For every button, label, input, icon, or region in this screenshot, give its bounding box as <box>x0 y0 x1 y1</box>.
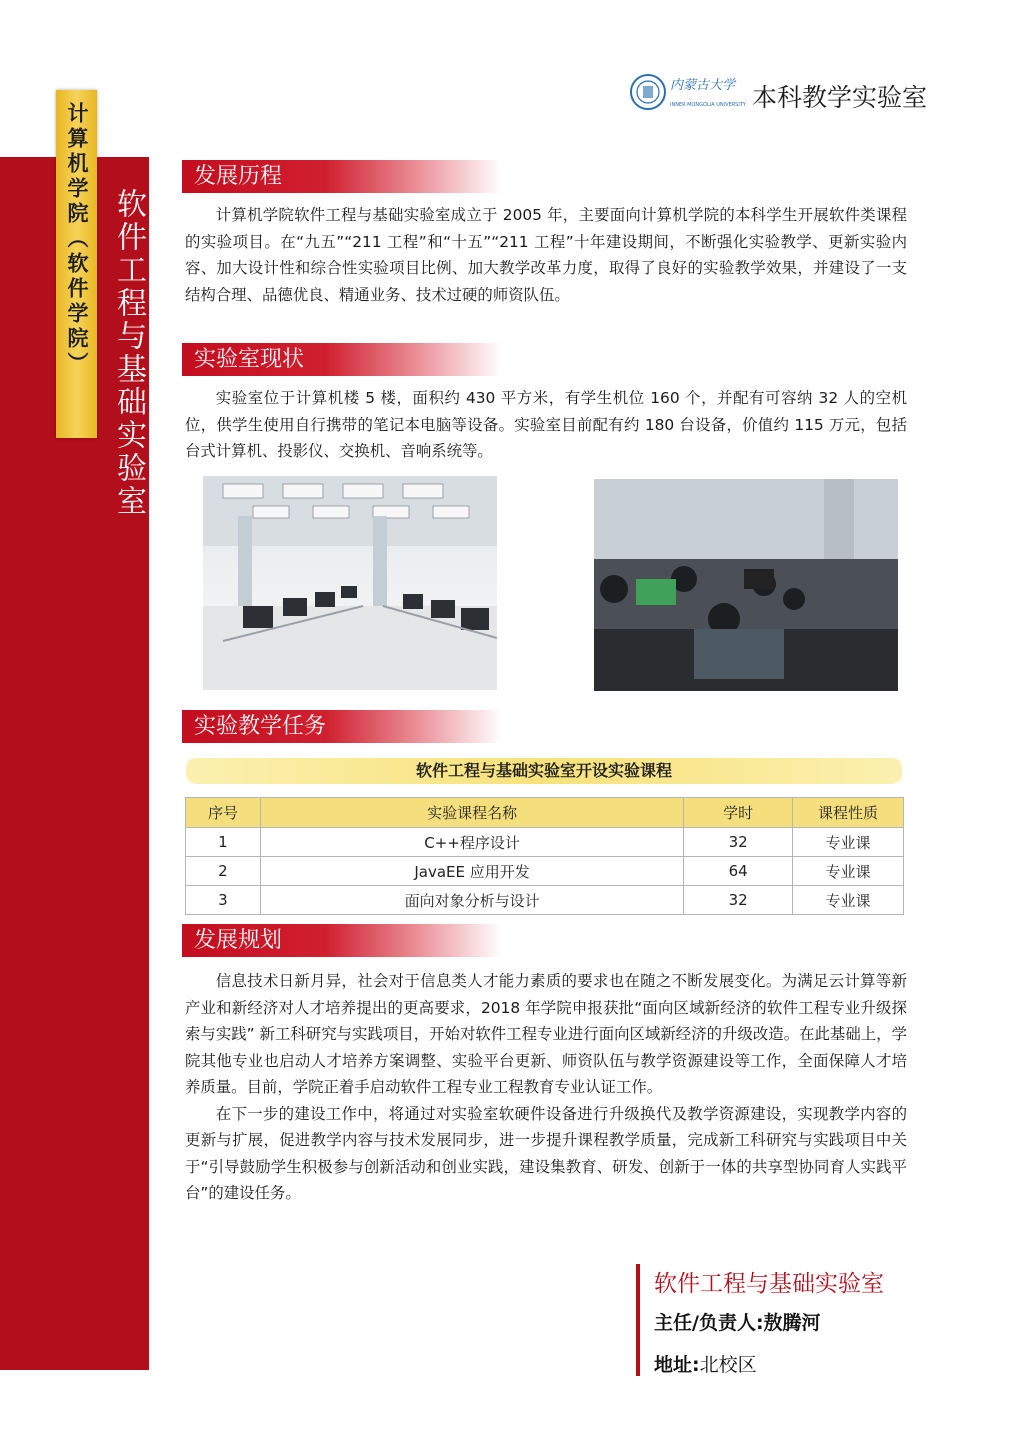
lab-photo-students <box>594 479 898 691</box>
section-heading-status: 实验室现状 <box>182 343 502 376</box>
cell-course: C++程序设计 <box>260 828 683 857</box>
plan-text-1: 信息技术日新月异，社会对于信息类人才能力素质的要求也在随之不断发展变化。为满足云计算等新产业和新经济对人才培养提出的更高要求，2018 年学院申报获批“面向区域新经济的软件工程专业升级探索与实践” 新工科研究与实践项目，开始对软件工程专业进行面向区域新经济的升级改造。在此基础上，学院其他专业也启动人才培养方案调整、实验平台更新、师资队伍与教学资源建设等工作，全面保障人才培养质量。目前，学院正着手启动软件工程专业工程教育专业认证工作。 <box>185 972 907 1096</box>
address-value: 北校区 <box>699 1354 757 1376</box>
university-logo <box>628 72 750 112</box>
college-name: 计算机学院（软件学院） <box>65 102 89 377</box>
header-title: 本科教学实验室 <box>752 83 928 112</box>
section-heading-tasks: 实验教学任务 <box>182 710 502 743</box>
cell-index: 2 <box>186 857 261 886</box>
status-paragraph <box>185 385 907 465</box>
history-paragraph <box>185 202 907 308</box>
col-header-type: 课程性质 <box>793 798 904 828</box>
logo-subtext: INNER MONGOLIA UNIVERSITY <box>670 102 746 108</box>
courses-table <box>185 797 904 915</box>
footer-lab-name: 软件工程与基础实验室 <box>654 1271 884 1297</box>
plan-text-2: 在下一步的建设工作中，将通过对实验室软硬件设备进行升级换代及教学资源建设，实现教学内容的更新与扩展，促进教学内容与技术发展同步，进一步提升课程教学质量，完成新工科研究与实践项目中关于“引导鼓励学生积极参与创新活动和创业实践，建设集教育、研发、创新于一体的共享型协同育人实践平台”的建设任务。 <box>185 1104 907 1202</box>
cell-course: JavaEE 应用开发 <box>260 857 683 886</box>
cell-index: 1 <box>186 828 261 857</box>
table-row <box>186 886 904 915</box>
col-header-hours: 学时 <box>684 798 793 828</box>
col-header-index: 序号 <box>186 798 261 828</box>
status-text: 实验室位于计算机楼 5 楼，面积约 430 平方米，有学生机位 160 个，并配有可容纳 32 人的空机位，供学生使用自行携带的笔记本电脑等设备。实验室目前配有约 180 台设备，价值约 115 万元，包括台式计算机、投影仪、交换机、音响系统等。 <box>185 389 907 460</box>
footer-address <box>654 1350 757 1377</box>
cell-hours: 32 <box>684 886 793 915</box>
address-label: 地址: <box>654 1354 700 1376</box>
section-heading-history: 发展历程 <box>182 160 502 193</box>
cell-type: 专业课 <box>793 828 904 857</box>
section-heading-plan: 发展规划 <box>182 924 502 957</box>
plan-paragraph <box>185 968 907 1207</box>
footer-accent-bar <box>636 1264 640 1376</box>
table-row <box>186 828 904 857</box>
col-header-course: 实验课程名称 <box>260 798 683 828</box>
director-label: 主任/负责人: <box>654 1312 764 1334</box>
footer-director <box>654 1308 821 1335</box>
director-name: 敖腾河 <box>763 1312 821 1334</box>
lab-photo-empty-room <box>203 476 497 690</box>
cell-course: 面向对象分析与设计 <box>260 886 683 915</box>
cell-hours: 64 <box>684 857 793 886</box>
cell-hours: 32 <box>684 828 793 857</box>
cell-type: 专业课 <box>793 886 904 915</box>
table-header-row <box>186 798 904 828</box>
college-tab <box>56 90 97 438</box>
table-row <box>186 857 904 886</box>
cell-index: 3 <box>186 886 261 915</box>
logo-text: 内蒙古大学 <box>670 78 736 93</box>
table-caption: 软件工程与基础实验室开设实验课程 <box>186 758 902 784</box>
vertical-lab-title: 软件工程与基础实验室 <box>111 188 146 518</box>
cell-type: 专业课 <box>793 857 904 886</box>
history-text: 计算机学院软件工程与基础实验室成立于 2005 年，主要面向计算机学院的本科学生开展软件类课程的实验项目。在“九五”“211 工程”和“十五”“211 工程”十年建设期间，不断强化实验教学、更新实验内容、加大设计性和综合性实验项目比例、加大教学改革力度，取得了良好的实验教学效果，并建设了一支结构合理、品德优良、精通业务、技术过硬的师资队伍。 <box>185 206 907 304</box>
